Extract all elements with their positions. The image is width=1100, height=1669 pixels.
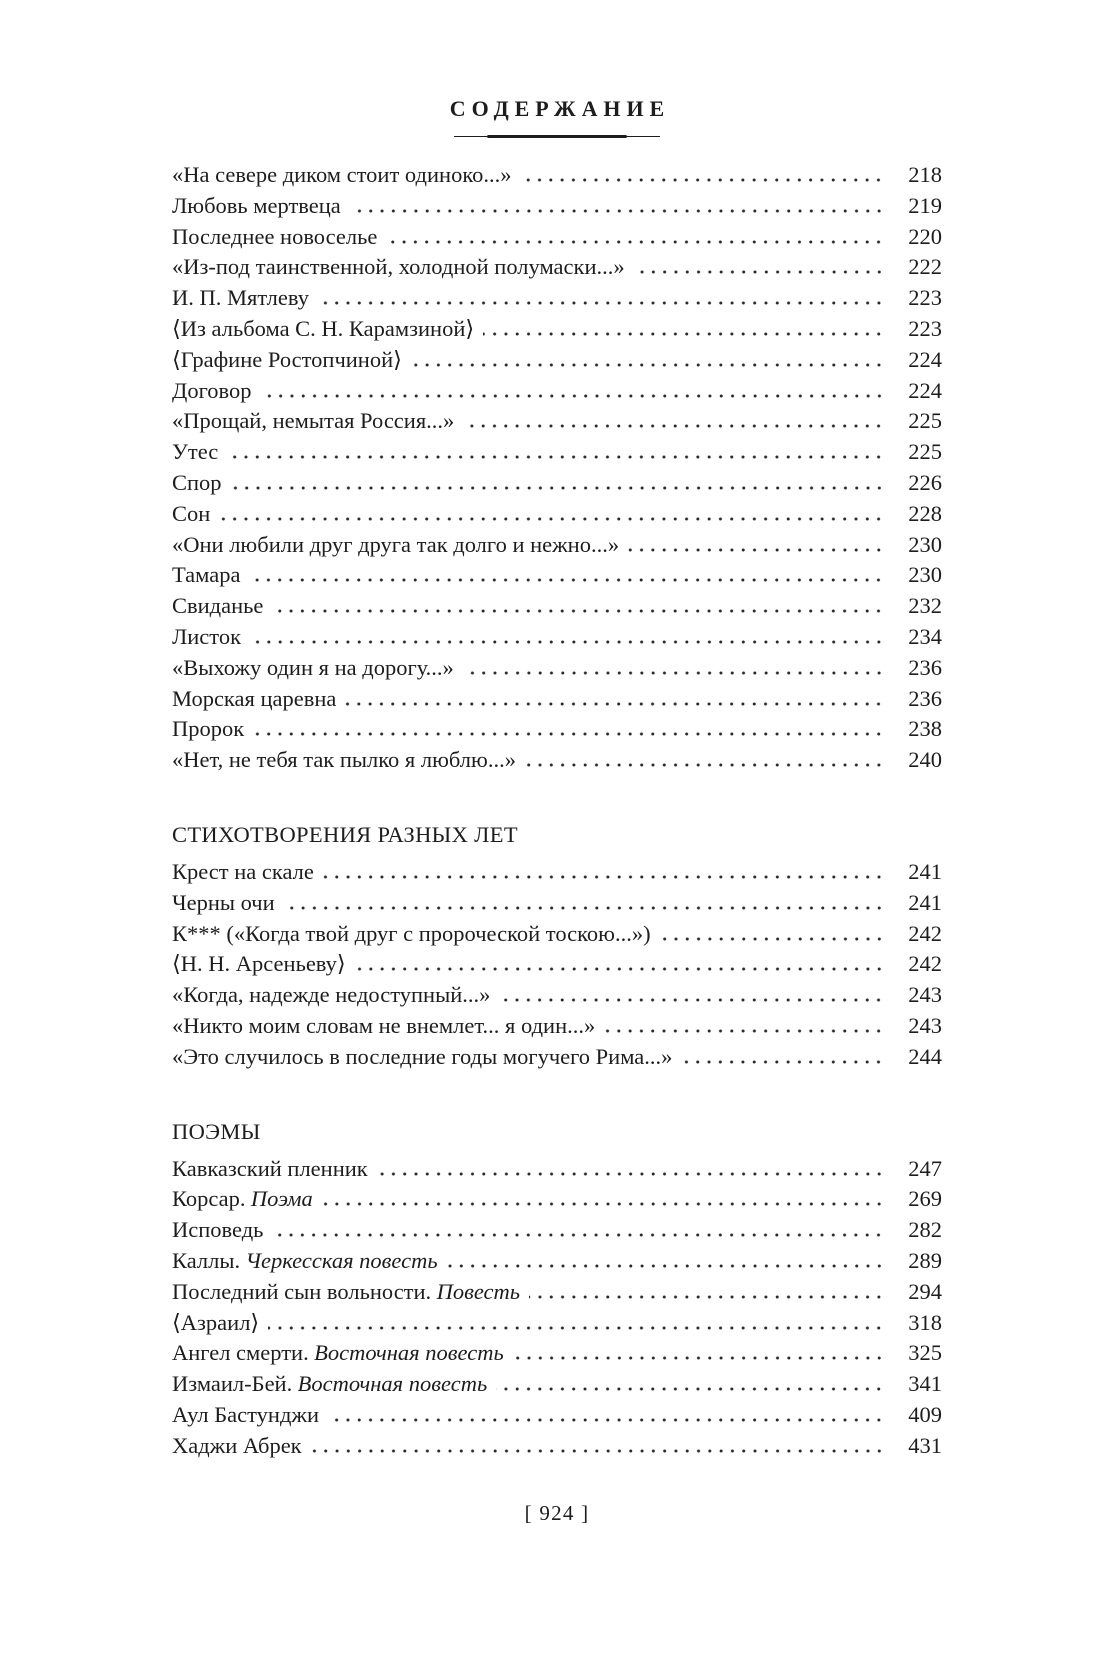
entry-title-text: Последнее новоселье xyxy=(172,223,378,249)
dot-leader xyxy=(322,1202,888,1206)
entry-page-number: 241 xyxy=(908,889,942,915)
dot-leader xyxy=(250,640,888,644)
toc-entry xyxy=(172,191,942,222)
section-heading: ПОЭМЫ xyxy=(172,1118,261,1144)
toc-entry xyxy=(172,684,942,715)
toc-entry xyxy=(172,1338,942,1369)
toc-entry xyxy=(172,437,942,468)
toc-entry xyxy=(172,1431,942,1462)
dot-leader xyxy=(634,270,888,274)
dot-leader xyxy=(231,486,888,490)
toc-entry xyxy=(172,560,942,591)
toc-entry xyxy=(172,980,942,1011)
toc-entry xyxy=(172,919,942,950)
entry-title xyxy=(172,591,263,622)
entry-title-text: Исповедь xyxy=(172,1217,264,1243)
dot-leader xyxy=(219,517,888,521)
entry-title xyxy=(172,252,625,283)
entry-title-text: Измаил-Бей. xyxy=(172,1371,293,1397)
entry-page-number: 234 xyxy=(908,623,942,649)
entry-page-number: 409 xyxy=(908,1401,942,1427)
entry-subtitle-italic: Повесть xyxy=(436,1278,521,1304)
entry-page-number: 223 xyxy=(908,285,942,311)
entry-subtitle-italic: Восточная повесть xyxy=(297,1371,488,1397)
entry-title-text: Тамара xyxy=(172,562,241,588)
entry-page-number: 244 xyxy=(908,1043,942,1069)
entry-page-number: 294 xyxy=(908,1278,942,1304)
entry-title-text: Аул Бастунджи xyxy=(172,1401,319,1427)
entry-page-number: 218 xyxy=(908,162,942,187)
entry-title xyxy=(172,283,309,314)
entry-page-number: 219 xyxy=(908,192,942,218)
entry-title-text: «Прощай, немытая Россия...» xyxy=(172,408,455,434)
entry-title xyxy=(172,949,346,980)
toc-entry xyxy=(172,1246,942,1277)
toc-entry xyxy=(172,530,942,561)
entry-title xyxy=(172,1011,595,1042)
entry-title xyxy=(172,714,244,745)
dot-leader xyxy=(377,1172,888,1176)
entry-title-text: «Из-под таинственной, холодной полумаски...» xyxy=(172,254,625,280)
entry-title xyxy=(172,1215,263,1246)
entry-page-number: 431 xyxy=(908,1432,942,1458)
toc-entry xyxy=(172,1369,942,1400)
entry-title-text: Утес xyxy=(172,439,219,465)
entry-title-text: «Никто моим словам не внемлет... я один...» xyxy=(172,1012,596,1038)
toc-entry xyxy=(172,222,942,253)
entry-title xyxy=(172,1184,313,1215)
toc xyxy=(172,160,942,1461)
entry-page-number: 232 xyxy=(908,593,942,619)
entry-page-number: 230 xyxy=(908,531,942,557)
entry-title-text: «Нет, не тебя так пылко я люблю...» xyxy=(172,747,516,773)
entry-page-number: 226 xyxy=(908,469,942,495)
entry-page-number: 243 xyxy=(908,982,942,1008)
entry-title-text: Черны очи xyxy=(172,889,275,915)
toc-entry xyxy=(172,314,942,345)
folio-page-number: [ 924 ] xyxy=(524,1501,590,1526)
entry-title xyxy=(172,1308,259,1339)
toc-entry xyxy=(172,406,942,437)
entry-subtitle-italic: Черкесская повесть xyxy=(245,1247,438,1273)
entry-title xyxy=(172,1277,520,1308)
entry-title xyxy=(172,653,454,684)
dot-leader xyxy=(628,548,888,552)
dot-leader xyxy=(318,301,888,305)
entry-title xyxy=(172,499,210,530)
entry-title xyxy=(172,622,241,653)
entry-title-text: Пророк xyxy=(172,716,245,742)
entry-title-text: Сон xyxy=(172,500,211,526)
entry-title xyxy=(172,980,490,1011)
toc-entry xyxy=(172,591,942,622)
entry-page-number: 238 xyxy=(908,716,942,742)
dot-leader xyxy=(411,363,888,367)
entry-page-number: 318 xyxy=(908,1309,942,1335)
toc-section xyxy=(172,160,942,776)
entry-title xyxy=(172,530,619,561)
dot-leader xyxy=(268,1326,888,1330)
entry-page-number: 325 xyxy=(908,1340,942,1366)
toc-entry xyxy=(172,622,942,653)
entry-page-number: 242 xyxy=(908,920,942,946)
entry-page-number: 222 xyxy=(908,254,942,280)
dot-leader xyxy=(249,578,888,582)
entry-title xyxy=(172,684,336,715)
dot-leader xyxy=(272,1233,888,1237)
entry-title-text: ⟨Азраил⟩ xyxy=(172,1309,260,1335)
entry-page-number: 243 xyxy=(908,1012,942,1038)
entry-page-number: 269 xyxy=(908,1186,942,1212)
dot-leader xyxy=(604,1029,888,1033)
entry-page-number: 341 xyxy=(908,1371,942,1397)
entry-title xyxy=(172,468,222,499)
entry-title xyxy=(172,1369,487,1400)
entry-page-number: 220 xyxy=(908,223,942,249)
page-footer xyxy=(172,1501,942,1526)
dot-leader xyxy=(323,875,888,879)
dot-leader xyxy=(345,702,888,706)
toc-entry xyxy=(172,714,942,745)
entry-title-text: Любовь мертвеца xyxy=(172,192,341,218)
toc-header xyxy=(172,96,942,138)
page-title: СОДЕРЖАНИЕ xyxy=(449,96,671,121)
entry-title-text: Морская царевна xyxy=(172,685,337,711)
dot-leader xyxy=(253,732,888,736)
entry-page-number: 236 xyxy=(908,685,942,711)
dot-leader xyxy=(660,937,888,941)
toc-entry xyxy=(172,499,942,530)
entry-page-number: 247 xyxy=(908,1155,942,1181)
toc-entry xyxy=(172,1308,942,1339)
header-ornament-rule xyxy=(454,135,660,138)
dot-leader xyxy=(386,240,888,244)
dot-leader xyxy=(463,671,888,675)
toc-entry xyxy=(172,283,942,314)
entry-title xyxy=(172,1338,504,1369)
dot-leader xyxy=(513,1356,888,1360)
entry-title xyxy=(172,857,314,888)
entry-title-text: Каллы. xyxy=(172,1247,241,1273)
entry-page-number: 230 xyxy=(908,562,942,588)
toc-entry xyxy=(172,653,942,684)
entry-title xyxy=(172,345,402,376)
dot-leader xyxy=(529,1295,888,1299)
entry-title xyxy=(172,376,252,407)
entry-title-text: Свиданье xyxy=(172,593,264,619)
toc-entry xyxy=(172,1277,942,1308)
dot-leader xyxy=(499,998,888,1002)
toc-entry xyxy=(172,1042,942,1073)
entry-page-number: 241 xyxy=(908,858,942,884)
entry-subtitle-italic: Восточная повесть xyxy=(314,1340,504,1366)
dot-leader xyxy=(496,1387,888,1391)
dot-leader xyxy=(311,1449,888,1453)
entry-title xyxy=(172,314,474,345)
dot-leader xyxy=(355,967,888,971)
toc-entry xyxy=(172,857,942,888)
toc-entry xyxy=(172,160,942,191)
entry-page-number: 282 xyxy=(908,1217,942,1243)
entry-title-text: «Это случилось в последние годы могучего Рима...» xyxy=(172,1043,673,1069)
entry-title xyxy=(172,406,454,437)
entry-title xyxy=(172,1246,438,1277)
toc-entry xyxy=(172,1154,942,1185)
entry-page-number: 225 xyxy=(908,439,942,465)
entry-page-number: 240 xyxy=(908,747,942,773)
toc-entry xyxy=(172,888,942,919)
toc-entry xyxy=(172,1011,942,1042)
entry-subtitle-italic: Поэма xyxy=(250,1186,313,1212)
entry-page-number: 225 xyxy=(908,408,942,434)
toc-entry xyxy=(172,745,942,776)
dot-leader xyxy=(227,455,888,459)
entry-title-text: ⟨Графине Ростопчиной⟩ xyxy=(172,346,402,372)
entry-page-number: 223 xyxy=(908,315,942,341)
entry-title xyxy=(172,191,341,222)
entry-title xyxy=(172,160,511,191)
entry-page-number: 289 xyxy=(908,1247,942,1273)
entry-title-text: Спор xyxy=(172,469,222,495)
toc-entry xyxy=(172,468,942,499)
dot-leader xyxy=(463,424,888,428)
entry-title-text: «Они любили друг друга так долго и нежно...» xyxy=(172,531,620,557)
dot-leader xyxy=(525,763,888,767)
toc-entry xyxy=(172,376,942,407)
entry-page-number: 236 xyxy=(908,654,942,680)
toc-entry xyxy=(172,1184,942,1215)
entry-title-text: Хаджи Абрек xyxy=(172,1432,302,1458)
entry-title-text: «Выхожу один я на дорогу...» xyxy=(172,654,454,680)
entry-title xyxy=(172,1154,368,1185)
dot-leader xyxy=(350,209,888,213)
dot-leader xyxy=(447,1264,888,1268)
dot-leader xyxy=(483,332,888,336)
dot-leader xyxy=(328,1418,888,1422)
dot-leader xyxy=(681,1060,888,1064)
entry-title-text: ⟨Н. Н. Арсеньеву⟩ xyxy=(172,951,346,977)
toc-entry xyxy=(172,1400,942,1431)
entry-title-text: «На севере диком стоит одиноко...» xyxy=(172,162,512,187)
toc-section xyxy=(172,822,942,1073)
toc-entry xyxy=(172,949,942,980)
entry-title-text: Договор xyxy=(172,377,252,403)
entry-title-text: Последний сын вольности. xyxy=(172,1278,432,1304)
entry-title xyxy=(172,437,218,468)
entry-title xyxy=(172,1431,302,1462)
entry-title-text: Ангел смерти. xyxy=(172,1340,309,1366)
entry-title-text: Корсар. xyxy=(172,1186,246,1212)
dot-leader xyxy=(520,178,888,182)
entry-title xyxy=(172,560,240,591)
entry-title-text: Кавказский пленник xyxy=(172,1155,368,1181)
entry-title xyxy=(172,888,275,919)
entry-page-number: 224 xyxy=(908,377,942,403)
entry-title-text: Крест на скале xyxy=(172,858,314,884)
toc-entry xyxy=(172,252,942,283)
entry-page-number: 242 xyxy=(908,951,942,977)
toc-entry xyxy=(172,1215,942,1246)
entry-title xyxy=(172,919,651,950)
entry-title-text: «Когда, надежде недоступный...» xyxy=(172,982,491,1008)
toc-section xyxy=(172,1119,942,1462)
dot-leader xyxy=(284,906,888,910)
entry-title-text: И. П. Мятлеву xyxy=(172,285,309,311)
dot-leader xyxy=(272,609,888,613)
entry-title-text: К*** («Когда твой друг с пророческой тоскою...») xyxy=(172,920,651,946)
entry-title-text: Листок xyxy=(172,623,242,649)
entry-title-text: ⟨Из альбома С. Н. Карамзиной⟩ xyxy=(172,315,475,341)
entry-page-number: 228 xyxy=(908,500,942,526)
section-heading: СТИХОТВОРЕНИЯ РАЗНЫХ ЛЕТ xyxy=(172,821,518,847)
entry-title xyxy=(172,222,377,253)
entry-title xyxy=(172,1042,672,1073)
entry-title xyxy=(172,1400,319,1431)
dot-leader xyxy=(261,394,889,398)
toc-entry xyxy=(172,345,942,376)
entry-page-number: 224 xyxy=(908,346,942,372)
entry-title xyxy=(172,745,516,776)
